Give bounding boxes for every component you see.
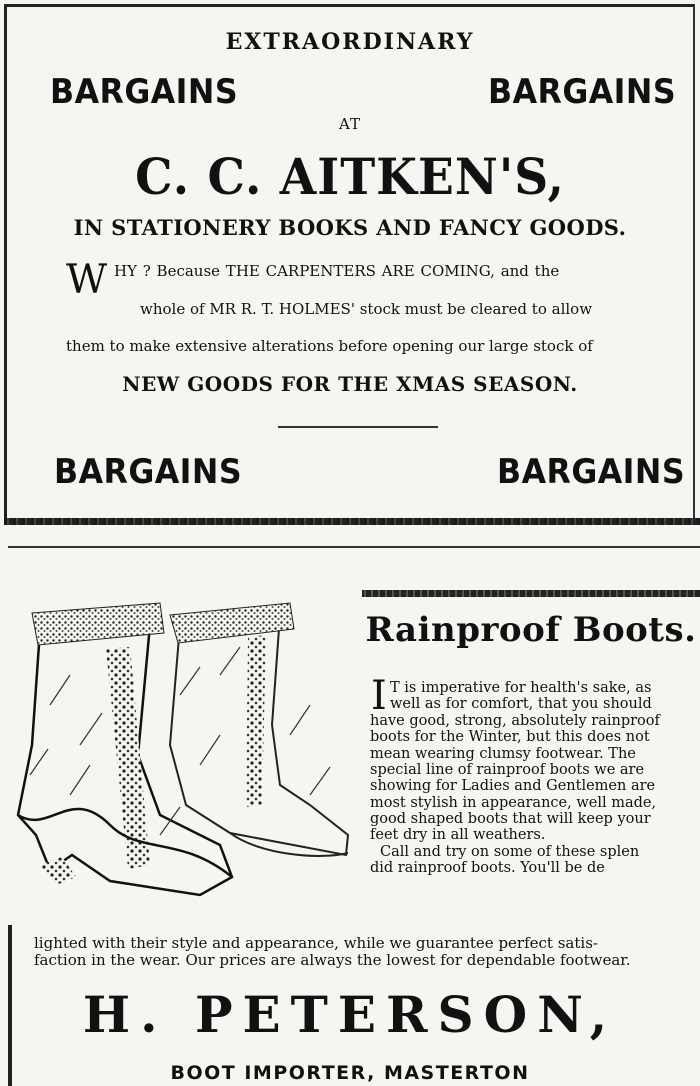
bargains-bottom-right: BARGAINS: [497, 452, 686, 492]
column-line: special line of rainproof boots we are: [370, 762, 645, 778]
ad1-line-3: them to make extensive alterations before opening our large stock of: [66, 337, 593, 355]
column-line: good shaped boots that will keep your: [370, 811, 651, 827]
drop-cap-i: I: [371, 673, 387, 719]
goods-line: IN STATIONERY BOOKS AND FANCY GOODS.: [73, 215, 627, 240]
ad1-line-2: whole of MR R. T. HOLMES' stock must be cleared to allow: [140, 300, 593, 318]
ad1-line-1: HY ? Because THE CARPENTERS ARE COMING, and the: [114, 262, 560, 280]
column-line: did rainproof boots. You'll be de: [370, 860, 605, 876]
full-width-line-2: faction in the wear. Our prices are always the lowest for dependable footwear.: [34, 951, 631, 969]
ad-title: Rainproof Boots.: [365, 610, 697, 650]
column-line: most stylish in appearance, well made,: [370, 795, 657, 811]
bargains-bottom-left: BARGAINS: [54, 452, 243, 492]
bargains-top-right: BARGAINS: [488, 72, 677, 112]
season-line: NEW GOODS FOR THE XMAS SEASON.: [122, 372, 578, 396]
bargains-top-left: BARGAINS: [50, 72, 239, 112]
store-name: C. C. AITKEN'S,: [135, 148, 565, 207]
column-line: well as for comfort, that you should: [390, 696, 652, 712]
divider: [278, 426, 438, 428]
column-line: mean wearing clumsy footwear. The: [370, 746, 636, 762]
trade-line: BOOT IMPORTER, MASTERTON: [170, 1062, 530, 1084]
column-line: Call and try on some of these splen: [380, 844, 640, 860]
title-rule: [362, 590, 700, 597]
ad-border-rule: [4, 518, 700, 525]
ad2-text-column: [370, 680, 700, 910]
full-width-line-1: lighted with their style and appearance, while we guarantee perfect satis-: [34, 934, 598, 952]
column-line: have good, strong, absolutely rainproof: [370, 713, 660, 729]
headline: EXTRAORDINARY: [225, 29, 475, 55]
separator-rule: [8, 546, 700, 548]
merchant-name: H. PETERSON,: [82, 985, 618, 1044]
drop-cap-w: W: [66, 257, 108, 303]
column-line: feet dry in all weathers.: [370, 827, 546, 843]
column-line: boots for the Winter, but this does not: [370, 729, 650, 745]
at-word: AT: [338, 115, 362, 133]
boots-illustration: [10, 585, 360, 905]
column-line: T is imperative for health's sake, as: [390, 680, 652, 696]
column-line: showing for Ladies and Gentlemen are: [370, 778, 656, 794]
